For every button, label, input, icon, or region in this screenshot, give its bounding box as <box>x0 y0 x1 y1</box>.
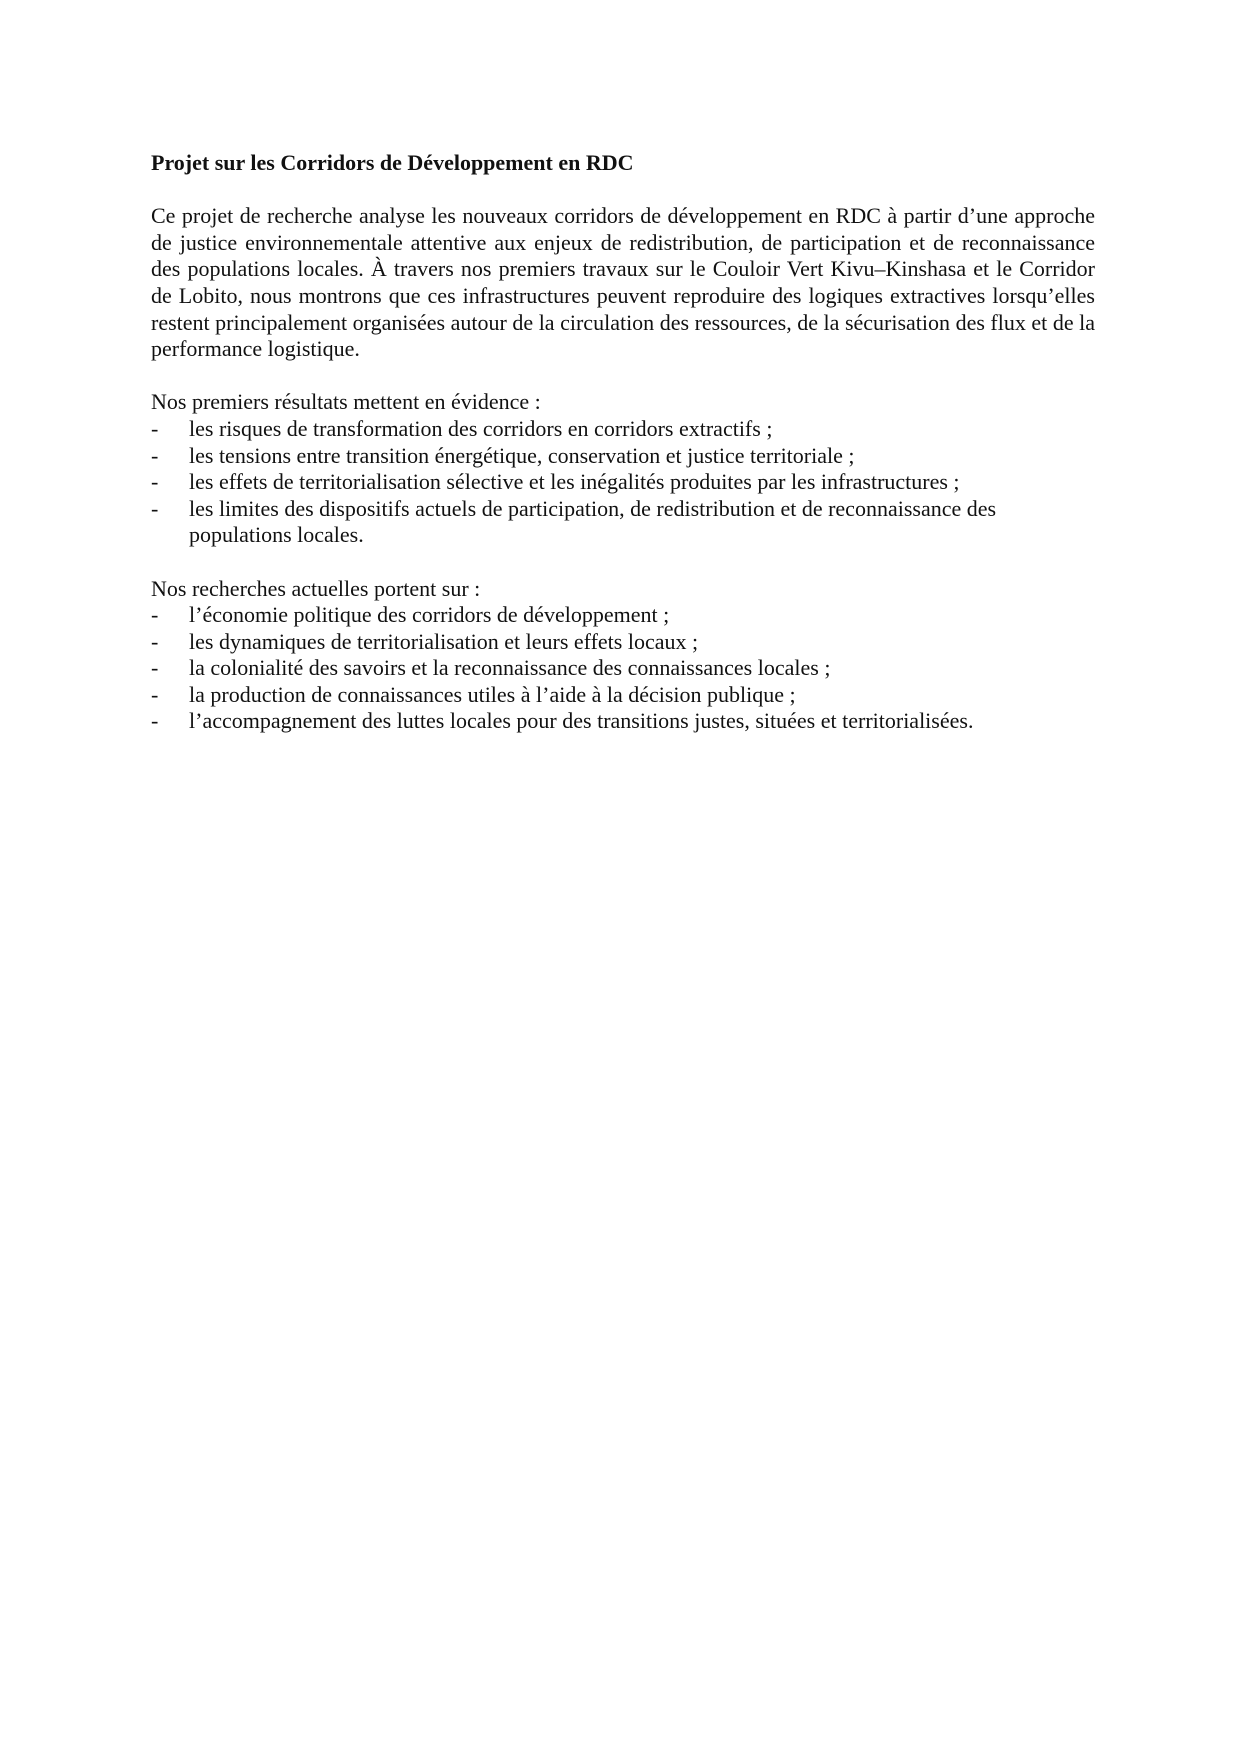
dash-marker: - <box>151 602 159 628</box>
dash-marker: - <box>151 442 159 468</box>
results-intro: Nos premiers résultats mettent en évidence : <box>151 389 541 415</box>
dash-marker: - <box>151 469 159 495</box>
document-title: Projet sur les Corridors de Développement en RDC <box>151 150 634 175</box>
dash-marker: - <box>151 681 159 707</box>
list-item <box>151 655 1095 682</box>
dash-marker: - <box>151 495 159 521</box>
list-item-text: les dynamiques de territorialisation et leurs effets locaux ; <box>189 628 699 654</box>
list-item-text: la colonialité des savoirs et la reconnaissance des connaissances locales ; <box>189 655 831 681</box>
list-item-text: l’accompagnement des luttes locales pour des transitions justes, situées et territorialisées. <box>189 708 974 734</box>
list-item <box>151 496 1095 549</box>
list-item-text: la production de connaissances utiles à l’aide à la décision publique ; <box>189 681 796 707</box>
dash-marker: - <box>151 628 159 654</box>
list-item <box>151 416 1095 443</box>
list-item-text: l’économie politique des corridors de développement ; <box>189 602 670 628</box>
list-item <box>151 602 1095 629</box>
list-item <box>151 629 1095 656</box>
list-item <box>151 682 1095 709</box>
list-item-text: les limites des dispositifs actuels de participation, de redistribution et de reconnaissance des populations locales. <box>189 495 997 548</box>
dash-marker: - <box>151 655 159 681</box>
list-item-text: les risques de transformation des corridors en corridors extractifs ; <box>189 415 773 441</box>
research-list <box>151 602 1095 735</box>
results-list <box>151 416 1095 549</box>
intro-paragraph: Ce projet de recherche analyse les nouveaux corridors de développement en RDC à partir d’une approche de justice environnementale attentive aux enjeux de redistribution, de participation et de reconnaissance des populations locales. À travers nos premiers travaux sur le Couloir Vert Kivu–Kinshasa et le Corridor de Lobito, nous montrons que ces infrastructures peuvent reproduire des logiques extractives lorsqu’elles restent principalement organisées autour de la circulation des ressources, de la sécurisation des flux et de la performance logistique. <box>151 203 1095 362</box>
list-item-text: les effets de territorialisation sélective et les inégalités produites par les infrastructures ; <box>189 469 960 495</box>
document-body <box>151 150 1095 735</box>
dash-marker: - <box>151 415 159 441</box>
list-item <box>151 708 1095 735</box>
list-item <box>151 443 1095 470</box>
research-intro: Nos recherches actuelles portent sur : <box>151 575 481 601</box>
dash-marker: - <box>151 708 159 734</box>
list-item-text: les tensions entre transition énergétique, conservation et justice territoriale ; <box>189 442 855 468</box>
list-item <box>151 469 1095 496</box>
